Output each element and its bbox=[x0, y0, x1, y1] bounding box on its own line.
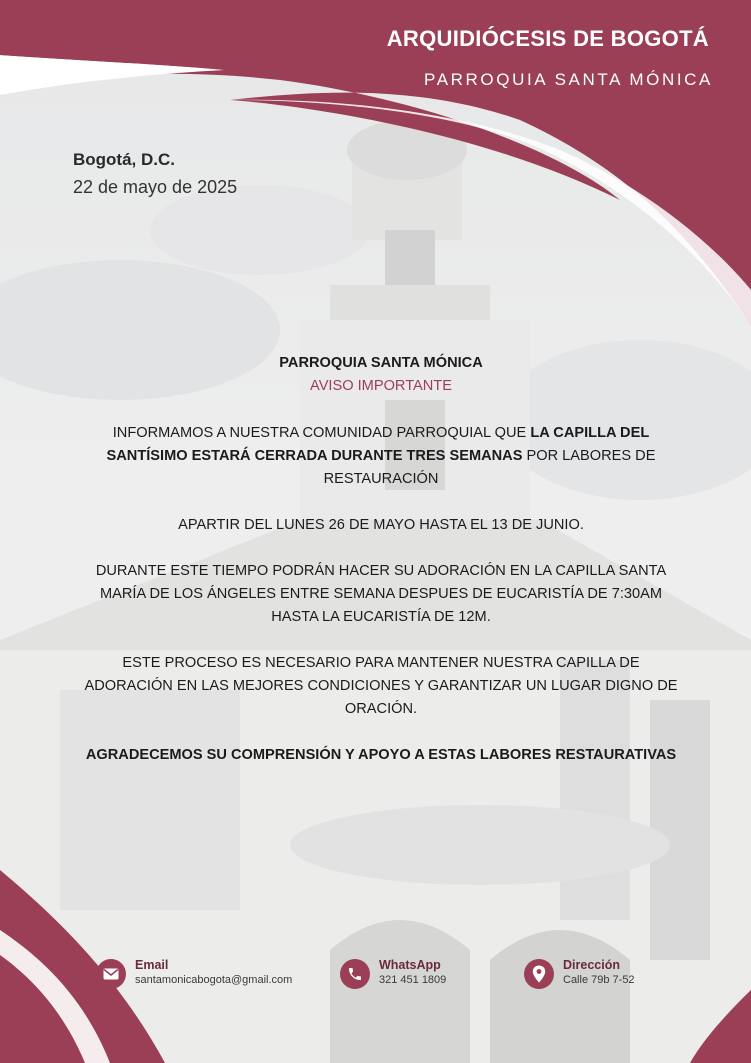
whatsapp-label: WhatsApp bbox=[379, 958, 441, 972]
email-value[interactable]: santamonicabogota@gmail.com bbox=[135, 974, 293, 986]
notice-paragraph-closure bbox=[80, 422, 682, 491]
address-value: Calle 79b 7-52 bbox=[563, 974, 635, 986]
notice-body bbox=[80, 352, 682, 767]
notice-closing: AGRADECEMOS SU COMPRENSIÓN Y APOYO A ESTAS LABORES RESTAURATIVAS bbox=[85, 747, 677, 763]
footer-whatsapp[interactable] bbox=[340, 958, 446, 989]
letter-place: Bogotá, D.C. bbox=[73, 150, 175, 169]
email-label: Email bbox=[135, 958, 169, 972]
notice-heading: PARROQUIA SANTA MÓNICA bbox=[279, 355, 483, 371]
location-pin-icon bbox=[524, 959, 554, 989]
envelope-icon bbox=[96, 959, 126, 989]
closure-text-start: INFORMAMOS A NUESTRA COMUNIDAD PARROQUIAL QUE bbox=[112, 425, 531, 441]
letter-date: 22 de mayo de 2025 bbox=[73, 177, 238, 197]
archdiocese-title: ARQUIDIÓCESIS DE BOGOTÁ bbox=[386, 26, 709, 51]
notice-paragraph-dates: APARTIR DEL LUNES 26 DE MAYO HASTA EL 13 DE JUNIO. bbox=[178, 517, 584, 533]
address-label: Dirección bbox=[563, 958, 620, 972]
phone-icon bbox=[340, 959, 370, 989]
notice-subheading: AVISO IMPORTANTE bbox=[310, 378, 452, 394]
footer-address[interactable] bbox=[524, 958, 635, 989]
notice-paragraph-alternative: DURANTE ESTE TIEMPO PODRÁN HACER SU ADORACIÓN EN LA CAPILLA SANTA MARÍA DE LOS ÁNGELES ENTRE SEMANA DESPUES DE EUCARISTÍA DE 7:30AM HASTA LA EUCARISTÍA DE 12M. bbox=[95, 563, 667, 625]
parish-subtitle: PARROQUIA SANTA MÓNICA bbox=[424, 70, 713, 89]
closure-text-emphasis: LA CAPILLA DEL SANTÍSIMO ESTARÁ CERRADA DURANTE TRES SEMANAS bbox=[106, 425, 650, 464]
footer-email[interactable] bbox=[96, 958, 292, 989]
closure-text-end: POR LABORES DE RESTAURACIÓN bbox=[323, 448, 656, 487]
notice-paragraph-reason: ESTE PROCESO ES NECESARIO PARA MANTENER NUESTRA CAPILLA DE ADORACIÓN EN LAS MEJORES CONDICIONES Y GARANTIZAR UN LUGAR DIGNO DE ORACIÓN. bbox=[84, 655, 678, 717]
whatsapp-value[interactable]: 321 451 1809 bbox=[379, 974, 447, 986]
